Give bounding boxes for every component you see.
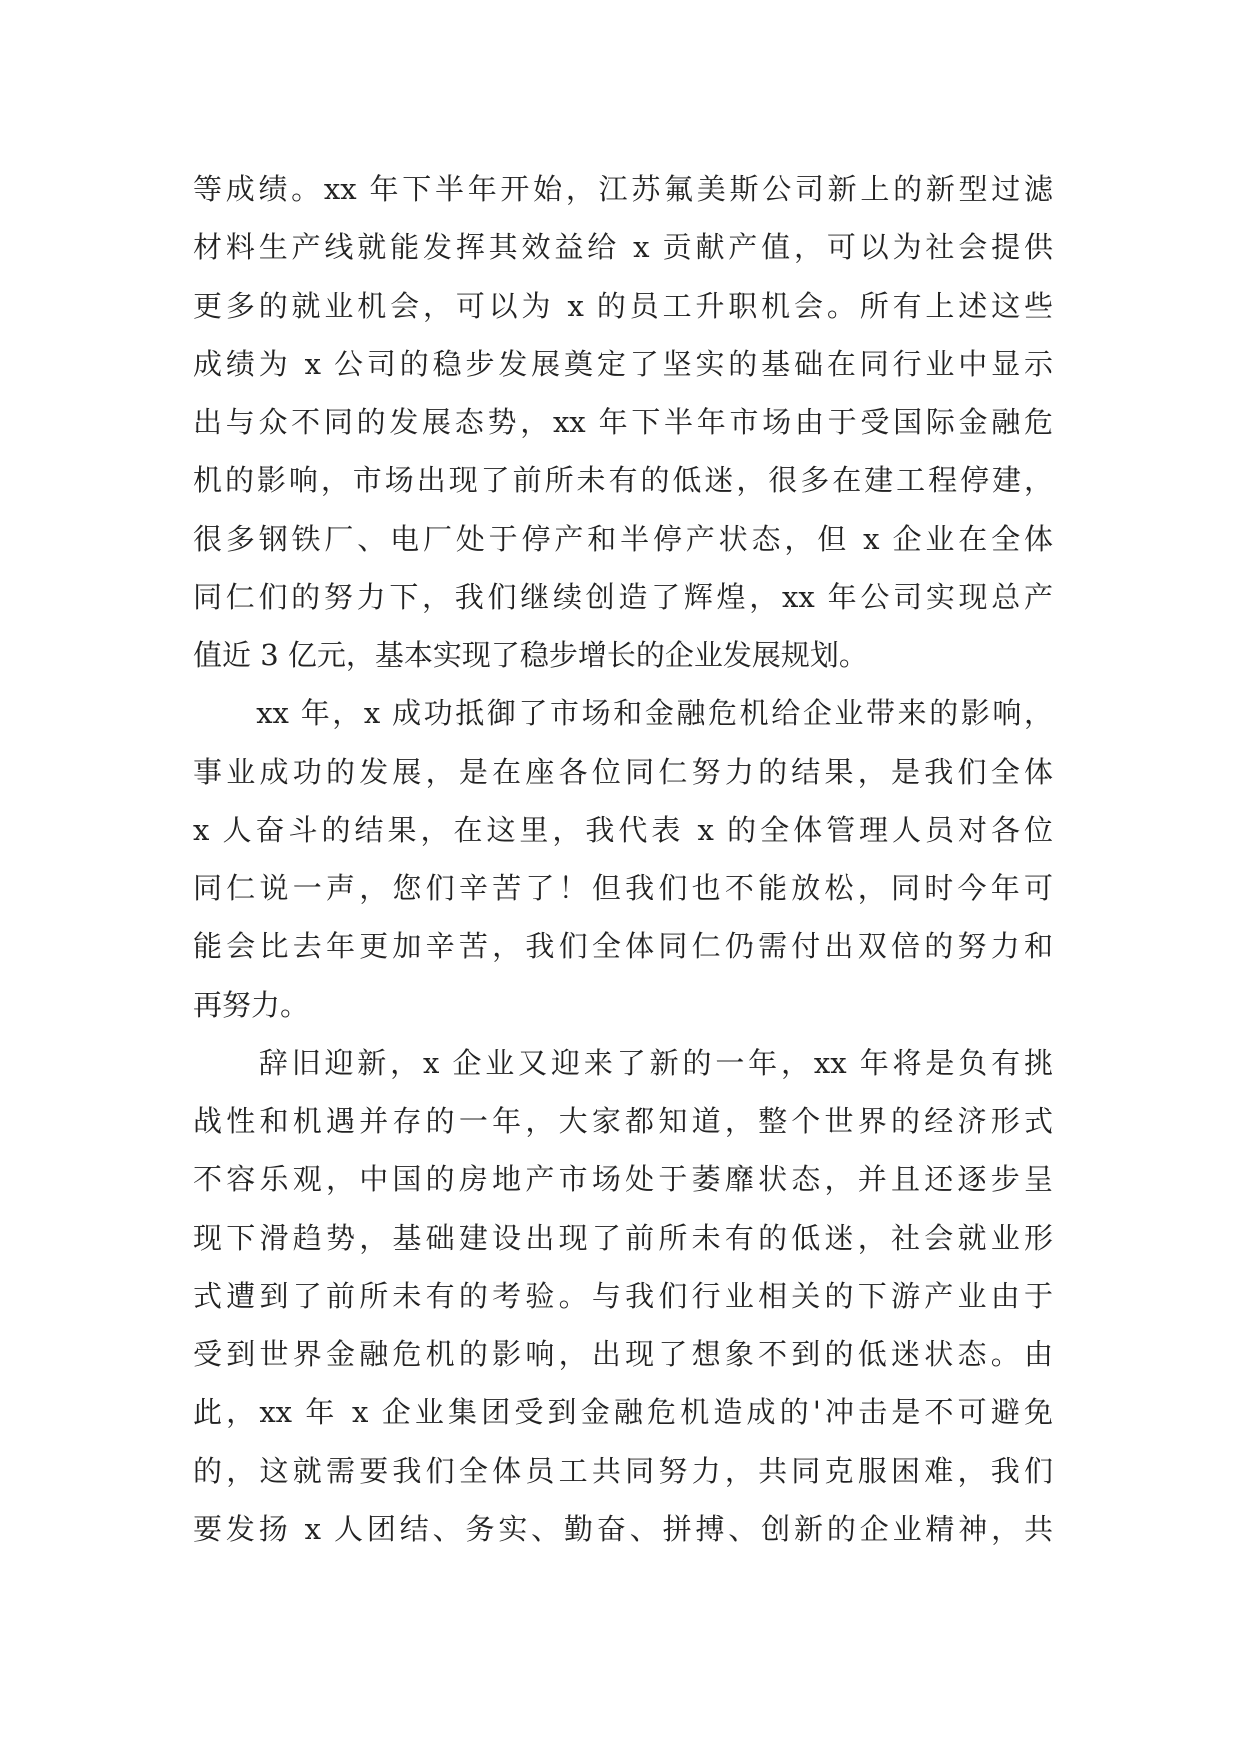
paragraph-start-line: 辞旧迎新，x 企业又迎来了新的一年，xx 年将是负有挑 [193,1045,1053,1080]
text-line: 机的影响，市场出现了前所未有的低迷，很多在建工程停建， [193,463,1053,498]
text-line: 事业成功的发展，是在座各位同仁努力的结果，是我们全体 [193,754,1053,789]
text-line: 此，xx 年 x 企业集团受到金融危机造成的'冲击是不可避免 [193,1395,1053,1430]
text-line: 很多钢铁厂、电厂处于停产和半停产状态，但 x 企业在全体 [193,521,1053,556]
text-line: 出与众不同的发展态势，xx 年下半年市场由于受国际金融危 [193,405,1053,439]
document-body [193,160,1053,1558]
text-line: 材料生产线就能发挥其效益给 x 贡献产值，可以为社会提供 [193,230,1053,265]
text-line: 式遭到了前所未有的考验。与我们行业相关的下游产业由于 [193,1278,1053,1313]
paragraph-end-line: 再努力。 [193,987,310,1022]
paragraph-start-line: xx 年，x 成功抵御了市场和金融危机给企业带来的影响， [193,696,1053,731]
text-line: 更多的就业机会，可以为 x 的员工升职机会。所有上述这些 [193,288,1053,323]
text-line: 受到世界金融危机的影响，出现了想象不到的低迷状态。由 [193,1337,1053,1371]
paragraph-end-line: 值近 3 亿元，基本实现了稳步增长的企业发展规划。 [193,638,868,672]
text-line: 等成绩。xx 年下半年开始，江苏氟美斯公司新上的新型过滤 [193,172,1053,206]
text-line: 要发扬 x 人团结、务实、勤奋、拼搏、创新的企业精神，共 [193,1511,1053,1546]
text-line: 现下滑趋势，基础建设出现了前所未有的低迷，社会就业形 [193,1220,1053,1255]
text-line: 同仁们的努力下，我们继续创造了辉煌，xx 年公司实现总产 [193,579,1053,614]
text-line: 不容乐观，中国的房地产市场处于萎靡状态，并且还逐步呈 [193,1162,1053,1197]
text-line: 能会比去年更加辛苦，我们全体同仁仍需付出双倍的努力和 [193,929,1053,964]
text-line: 战性和机遇并存的一年，大家都知道，整个世界的经济形式 [193,1104,1053,1138]
text-line: 同仁说一声，您们辛苦了！但我们也不能放松，同时今年可 [193,871,1053,905]
text-line: 的，这就需要我们全体员工共同努力，共同克服困难，我们 [193,1453,1053,1488]
text-line: 成绩为 x 公司的稳步发展奠定了坚实的基础在同行业中显示 [193,346,1053,381]
text-line: x 人奋斗的结果，在这里，我代表 x 的全体管理人员对各位 [193,812,1053,847]
